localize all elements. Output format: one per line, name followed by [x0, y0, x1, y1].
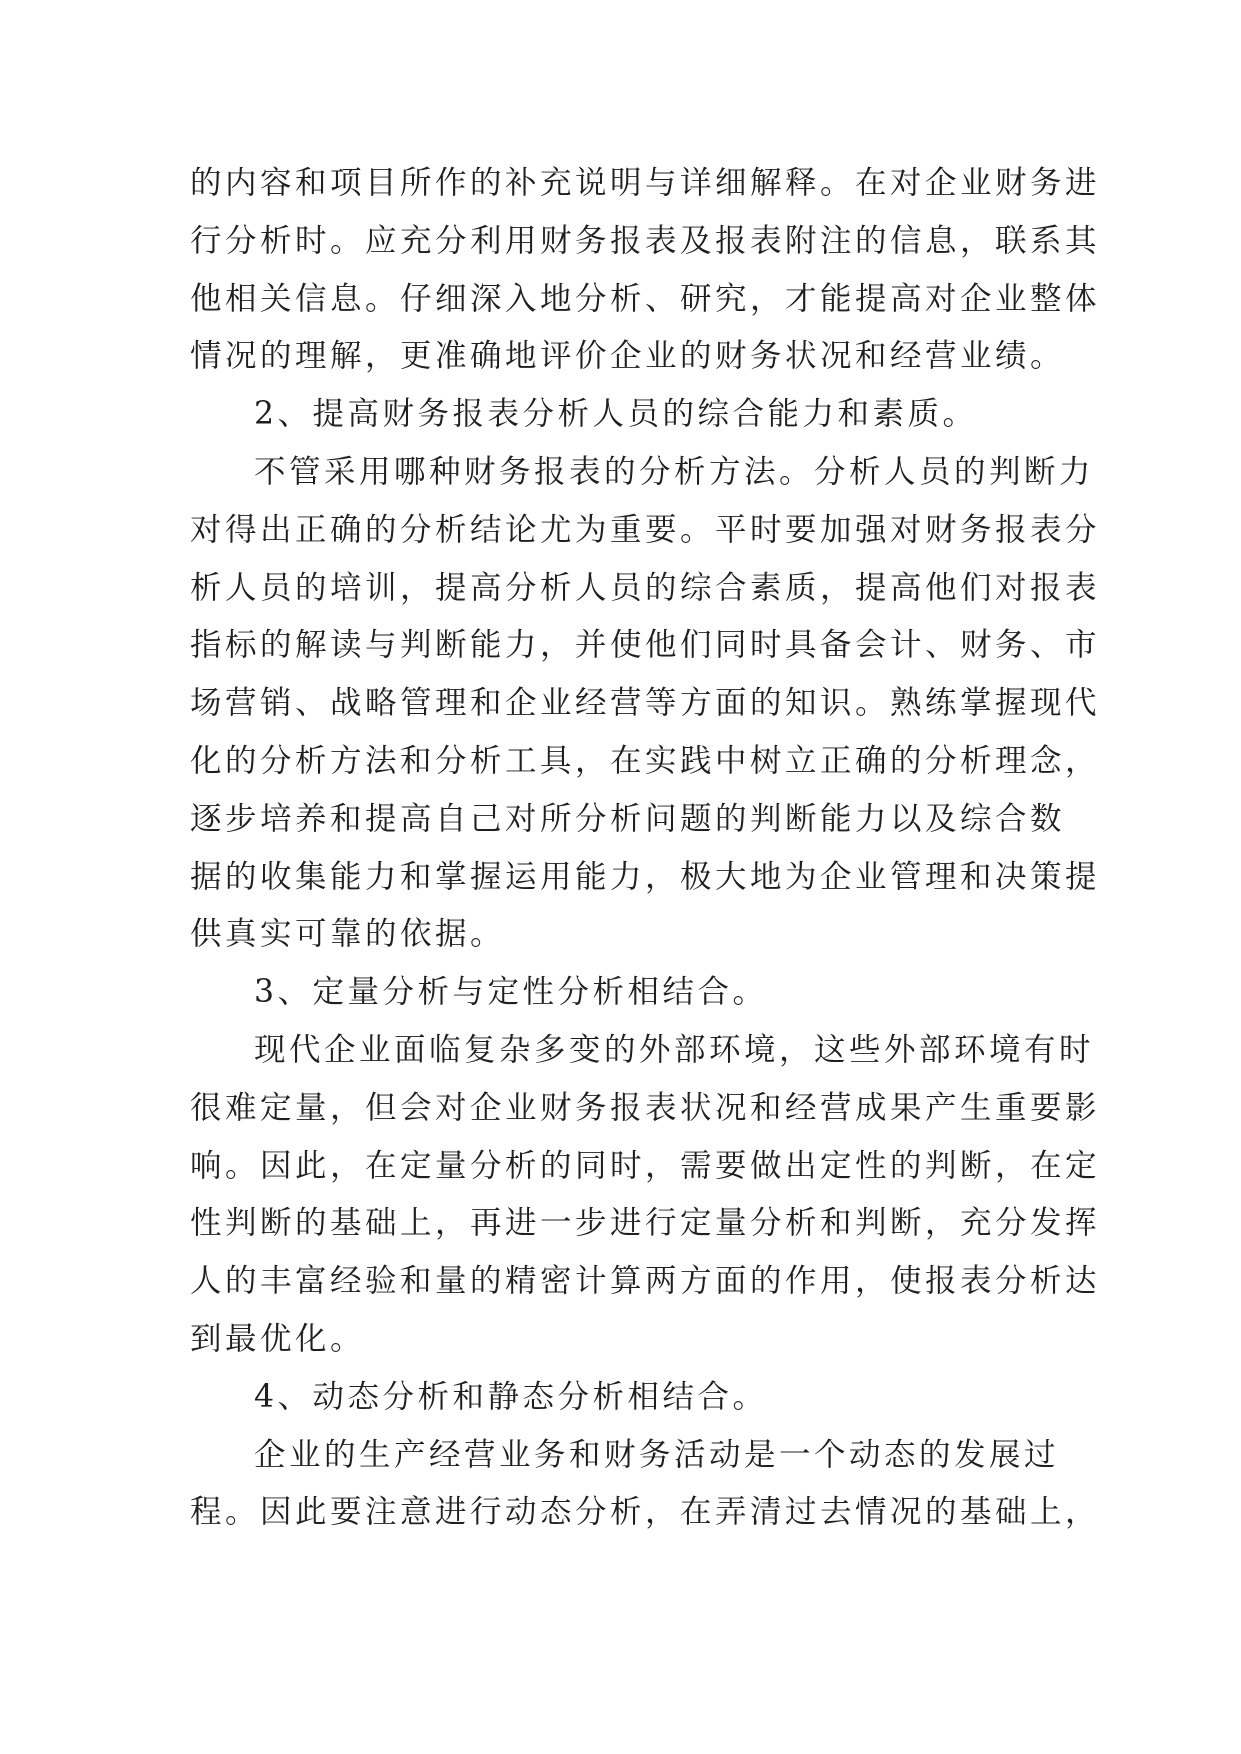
body-line: 响。因此，在定量分析的同时，需要做出定性的判断，在定 [190, 1147, 1101, 1184]
body-line: 情况的理解，更准确地评价企业的财务状况和经营业绩。 [190, 338, 1066, 375]
body-line: 的内容和项目所作的补充说明与详细解释。在对企业财务进 [190, 165, 1101, 201]
body-line: 他相关信息。仔细深入地分析、研究，才能提高对企业整体 [190, 280, 1101, 317]
body-line: 对得出正确的分析结论尤为重要。平时要加强对财务报表分 [190, 511, 1101, 548]
body-line: 据的收集能力和掌握运用能力，极大地为企业管理和决策提 [190, 858, 1101, 895]
section-heading: 4、动态分析和静态分析相结合。 [254, 1378, 768, 1415]
document-body [190, 155, 1101, 1542]
body-line: 逐步培养和提高自己对所分析问题的判断能力以及综合数 [190, 800, 1066, 837]
section-heading: 2、提高财务报表分析人员的综合能力和素质。 [254, 396, 978, 433]
section-heading: 3、定量分析与定性分析相结合。 [254, 974, 768, 1011]
paragraph-first-line: 企业的生产经营业务和财务活动是一个动态的发展过 [254, 1436, 1060, 1473]
body-line: 指标的解读与判断能力，并使他们同时具备会计、财务、市 [190, 627, 1101, 664]
body-line: 人的丰富经验和量的精密计算两方面的作用，使报表分析达 [190, 1263, 1101, 1300]
body-line: 供真实可靠的依据。 [190, 916, 506, 953]
body-line: 析人员的培训，提高分析人员的综合素质，提高他们对报表 [190, 569, 1101, 606]
body-line: 很难定量，但会对企业财务报表状况和经营成果产生重要影 [190, 1089, 1101, 1126]
body-line: 到最优化。 [190, 1320, 366, 1357]
body-line: 性判断的基础上，再进一步进行定量分析和判断，充分发挥 [190, 1205, 1101, 1242]
body-line: 行分析时。应充分利用财务报表及报表附注的信息，联系其 [190, 222, 1101, 259]
body-line: 场营销、战略管理和企业经营等方面的知识。熟练掌握现代 [190, 685, 1101, 722]
body-line: 程。因此要注意进行动态分析，在弄清过去情况的基础上， [190, 1494, 1101, 1531]
body-line: 化的分析方法和分析工具，在实践中树立正确的分析理念， [190, 742, 1101, 779]
paragraph-first-line: 不管采用哪种财务报表的分析方法。分析人员的判断力 [254, 453, 1095, 490]
paragraph-first-line: 现代企业面临复杂多变的外部环境，这些外部环境有时 [254, 1031, 1095, 1068]
